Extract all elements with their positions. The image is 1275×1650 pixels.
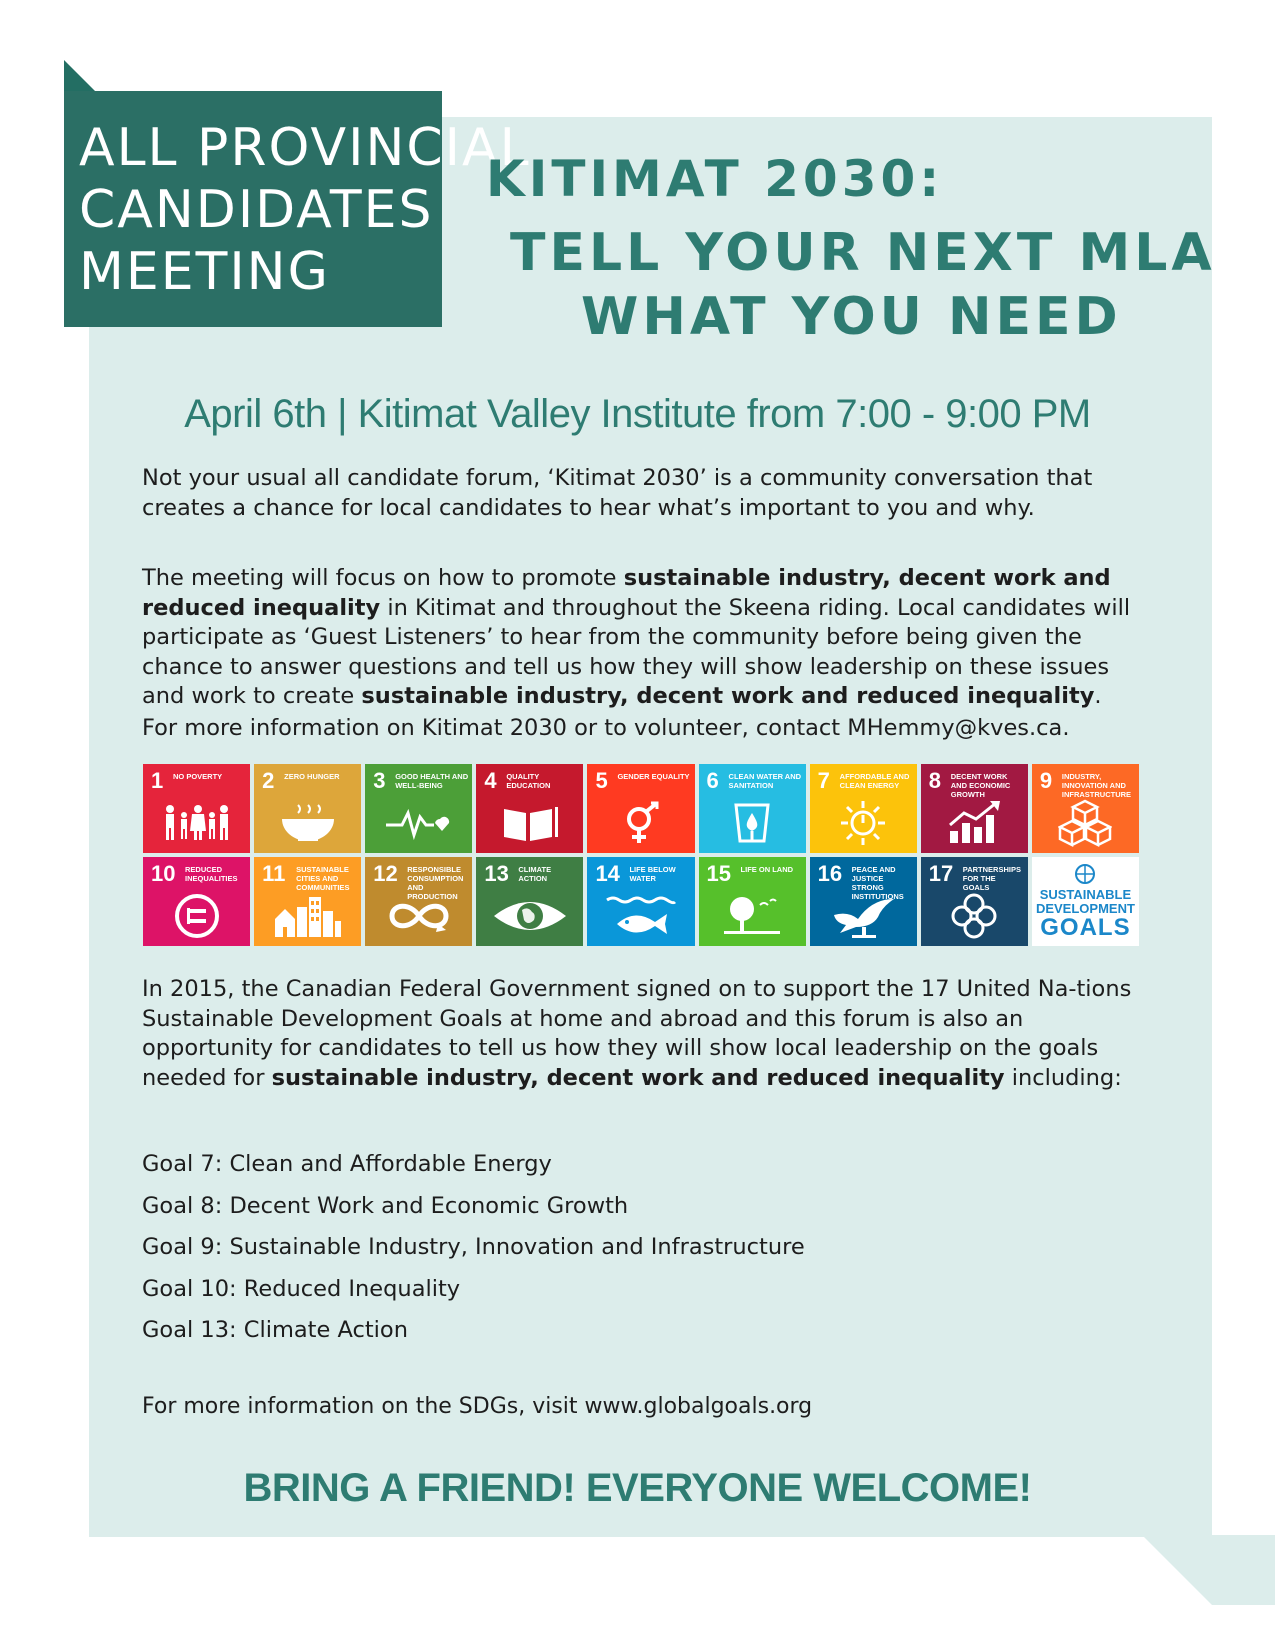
sdg-logo [1032,857,1139,946]
tag-line: MEETING [79,242,330,302]
emphasis-text: sustainable industry, decent work and reduced inequality [271,1064,1005,1091]
text: The meeting will focus on how to promote [142,565,624,591]
growth-chart-icon [921,798,1028,847]
tag-flap [64,60,96,92]
sdg-tile [921,857,1028,946]
title-line: TELL YOUR NEXT MLA [510,223,1216,283]
speech-bubble-tail [1142,1535,1275,1605]
city-icon [254,891,361,940]
list-item: Goal 13: Climate Action [142,1317,408,1343]
sdg-tile-number: 1 [151,768,164,793]
text: In 2015, the Canadian Federal Government signed on to support the 17 United Na-tions Sustainable Development Goals at home and abroad and this forum is also an opportunity for candidates to tell us how they will show local leadership on the goals needed for [142,976,1132,1091]
sdg-logo-line: GOALS [1040,914,1131,941]
sdg-tile [810,764,917,853]
footer-callout: BRING A FRIEND! EVERYONE WELCOME! [243,1466,1032,1510]
sdg-tile [699,764,806,853]
sdg-tile-number: 12 [373,861,398,886]
emphasis-text: sustainable industry, decent work and reduced inequality [142,565,1111,621]
sdg-tile-label: AFFORDABLE AND CLEAN ENERGY [839,772,910,790]
tree-icon [699,891,806,940]
sdg-tile-label: CLEAN WATER AND SANITATION [728,772,802,790]
federal-paragraph [142,975,1152,1093]
sdg-tile-number: 17 [928,861,954,886]
more-info-line: For more information on the SDGs, visit www.globalgoals.org [142,1394,813,1419]
sdg-tile [1032,764,1139,853]
sdg-tile-label: LIFE BELOW WATER [629,865,676,883]
sdg-tile-number: 8 [928,768,942,793]
goals-list [142,1144,805,1352]
sdg-tile-label: DECENT WORK AND ECONOMIC GROWTH [950,772,1011,799]
sdg-tile-label: LIFE ON LAND [740,865,794,874]
sdg-tile-label: PARTNERSHIPS FOR THE GOALS [962,865,1021,892]
sdg-tile-number: 5 [595,768,608,793]
bowl-icon [254,798,361,847]
tag-line: ALL PROVINCIAL [79,118,531,178]
sdg-tile [143,857,250,946]
sdg-tile [365,764,472,853]
sdg-tile-label: GENDER EQUALITY [617,772,690,781]
sdg-tile-label: SUSTAINABLE CITIES AND COMMUNITIES [296,865,350,892]
sdg-tile-label: GOOD HEALTH AND WELL-BEING [395,772,469,790]
sdg-tile-number: 16 [817,861,843,886]
text: in Kitimat and throughout the Skeena riding. Local candidates will participate as ‘Guest Listeners’ to hear from the community before being given the chance to answer questions and tell us how they will show leadership on these issues and work to create [142,594,1131,709]
sdg-tile-label: NO POVERTY [173,772,223,781]
rings-icon [921,891,1028,940]
sdg-tile-label: QUALITY EDUCATION [506,772,551,790]
list-item: Goal 8: Decent Work and Economic Growth [142,1192,629,1219]
list-item: Goal 9: Sustainable Industry, Innovation and Infrastructure [142,1234,805,1260]
title-line: KITIMAT 2030: [486,150,944,208]
sdg-tile-label: RESPONSIBLE CONSUMPTION AND PRODUCTION [407,865,464,901]
sdg-tile-label: ZERO HUNGER [284,772,340,781]
infinity-icon [365,891,472,940]
sdg-tile-label: REDUCED INEQUALITIES [185,865,238,883]
sdg-tile-number: 15 [706,861,732,886]
sdg-logo-line: SUSTAINABLE [1039,887,1132,902]
sdg-tile-number: 4 [484,768,497,793]
event-details: April 6th | Kitimat Valley Institute from 7:00 - 9:00 PM [184,392,1091,436]
sdg-tile-number: 13 [484,861,509,886]
sdg-tile [810,857,917,946]
sdg-tile [921,764,1028,853]
un-emblem-icon [1074,863,1096,885]
sdg-tile [476,857,583,946]
intro-paragraph: Not your usual all candidate forum, ‘Kitimat 2030’ is a community conversation that creates a chance for local candidates to hear what’s important to you and why. [142,465,1093,521]
title-line: WHAT YOU NEED [581,287,1122,347]
meeting-tag [64,91,531,327]
sdg-tile [587,764,694,853]
emphasis-text: sustainable industry, decent work and reduced inequality [361,683,1095,709]
cubes-icon [1032,798,1139,847]
sdg-tile-number: 7 [817,768,830,793]
sdg-tile-label: CLIMATE ACTION [518,865,552,883]
sun-power-icon [810,798,917,847]
sdg-tile [143,764,250,853]
list-item: Goal 10: Reduced Inequality [142,1275,461,1302]
gender-icon [587,798,694,847]
focus-paragraph [142,564,1152,712]
sdg-tile [476,764,583,853]
book-icon [476,798,583,847]
dove-icon [810,891,917,940]
sdg-tile-label: INDUSTRY, INNOVATION AND INFRASTRUCTURE [1061,772,1132,799]
sdg-tile-number: 14 [595,861,620,886]
water-drop-icon [699,798,806,847]
text: . [1094,683,1102,709]
sdg-tile [254,764,361,853]
sdg-tile-number: 6 [706,768,719,793]
sdg-tile-number: 9 [1039,768,1053,793]
sdg-tile-number: 3 [373,768,386,793]
contact-line: For more information on Kitimat 2030 or to volunteer, contact MHemmy@kves.ca. [142,715,1070,741]
sdg-tile-number: 10 [151,861,176,886]
sdg-tile-number: 2 [262,768,275,793]
text: including: [1004,1064,1122,1091]
sdg-tile [254,857,361,946]
list-item: Goal 7: Clean and Affordable Energy [142,1151,552,1177]
sdg-tile-label: PEACE AND JUSTICE STRONG INSTITUTIONS [851,865,904,901]
sdg-tile [587,857,694,946]
heartbeat-icon [365,798,472,847]
sdg-tile [365,857,472,946]
tag-line: CANDIDATES [79,180,434,240]
sdg-logo-line: DEVELOPMENT [1035,901,1135,916]
sdg-tile-number: 11 [262,861,286,886]
family-icon [143,798,250,847]
sdg-tile [699,857,806,946]
sdg-tiles-grid [143,764,1139,946]
fish-icon [587,891,694,940]
equal-icon [143,891,250,940]
eye-globe-icon [476,891,583,940]
